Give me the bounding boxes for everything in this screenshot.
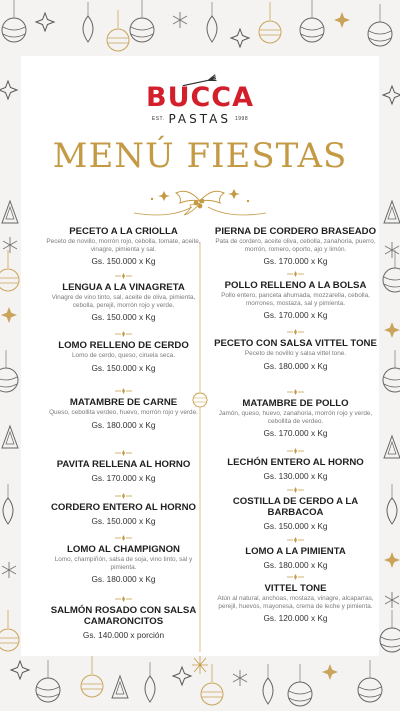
item-description: Pata de cordero, aceite oliva, cebolla, zanahoria, puerro, morrón, romero, oporto, ajo y limón. — [215, 238, 376, 253]
menu-item — [41, 397, 206, 430]
item-name: VITTEL TONE — [264, 583, 327, 594]
item-name: PAVITA RELLENA AL HORNO — [56, 459, 191, 470]
item-description: Jamón, queso, huevo, zanahoria, morrón rojo y verde, cebollita de verdeo. — [218, 410, 373, 425]
item-name: LOMO A LA PIMIENTA — [245, 546, 346, 557]
menu-item — [213, 398, 378, 438]
item-name: LOMO AL CHAMPIGNON — [67, 544, 180, 555]
item-separator — [213, 270, 378, 278]
item-price: Gs. 170.000 x Kg — [263, 428, 328, 439]
item-name: MATAMBRE DE CARNE — [69, 397, 178, 408]
item-name: PIERNA DE CORDERO BRASEADO — [214, 226, 377, 237]
item-name: CORDERO ENTERO AL HORNO — [51, 502, 196, 513]
item-price: Gs. 180.000 x Kg — [263, 360, 328, 371]
item-description: Peceto de novillo, morrón rojo, cebolla, tomate, aceite, vinagre, pimienta y sal. — [46, 238, 201, 253]
item-price: Gs. 150.000 x Kg — [91, 516, 156, 526]
item-price: Gs. 150.000 x Kg — [263, 521, 328, 531]
menu-item — [41, 459, 206, 483]
holly-icon — [130, 179, 270, 221]
menu-item — [41, 605, 206, 640]
item-price: Gs. 180.000 x Kg — [263, 560, 328, 570]
logo — [21, 74, 379, 126]
menu-item — [41, 226, 206, 266]
menu-card — [21, 56, 379, 656]
item-separator — [213, 388, 378, 396]
item-price: Gs. 150.000 x Kg — [91, 312, 156, 323]
item-name: COSTILLA DE CERDO A LA BARBACOA — [232, 496, 359, 518]
logo-est: EST. — [151, 116, 165, 122]
item-separator — [213, 447, 378, 455]
logo-sub: PASTAS — [168, 112, 231, 126]
menu-item — [41, 502, 206, 526]
item-description: Peceto de novillo y salsa vittel tone. — [244, 350, 347, 357]
menu-item — [213, 338, 378, 371]
item-separator — [41, 595, 206, 603]
item-description: Pollo entero, panceta ahumada, mozzarella, cebolla, morrones, mostaza, sal y pimienta. — [221, 292, 370, 307]
menu-item — [213, 496, 378, 531]
menu-item — [41, 544, 206, 584]
item-price: Gs. 150.000 x Kg — [91, 362, 156, 373]
item-description: Vinagre de vino tinto, sal, aceite de oliva, pimienta, cebolla, perejil, morrón rojo y verde. — [51, 294, 196, 309]
menu-item — [213, 546, 378, 570]
item-price: Gs. 170.000 x Kg — [263, 256, 328, 267]
item-name: LENGUA A LA VINAGRETA — [62, 282, 185, 293]
item-price: Gs. 170.000 x Kg — [91, 473, 156, 483]
item-name: LOMO RELLENO DE CERDO — [58, 340, 189, 351]
item-price: Gs. 120.000 x Kg — [263, 613, 328, 624]
menu-item — [41, 340, 206, 373]
item-separator — [213, 486, 378, 494]
item-description: Lomo de cerdo, queso, ciruela seca. — [71, 352, 176, 359]
snowflake-icon — [192, 656, 208, 674]
item-description: Lomo, champiñón, salsa de soja, vino tinto, sal y pimienta. — [54, 556, 193, 571]
menu-item — [41, 282, 206, 322]
item-price: Gs. 130.000 x Kg — [263, 471, 328, 481]
item-name: PECETO CON SALSA VITTEL TONE — [214, 338, 377, 349]
item-separator — [41, 387, 206, 395]
item-separator — [41, 534, 206, 542]
item-separator — [213, 328, 378, 336]
item-name: POLLO RELLENO A LA BOLSA — [224, 280, 367, 291]
item-name: SALMÓN ROSADO CON SALSA CAMARONCITOS — [50, 605, 197, 627]
menu-item — [213, 226, 378, 266]
item-price: Gs. 180.000 x Kg — [91, 419, 156, 430]
item-name: MATAMBRE DE POLLO — [242, 398, 349, 409]
item-separator — [41, 330, 206, 338]
menu-item — [213, 583, 378, 623]
item-price: Gs. 140.000 x porción — [82, 630, 165, 640]
item-separator — [213, 573, 378, 581]
item-separator — [41, 449, 206, 457]
item-separator — [41, 492, 206, 500]
item-price: Gs. 180.000 x Kg — [91, 574, 156, 585]
logo-brand: BUCCA — [145, 82, 255, 113]
item-description: Queso, cebollita verdeo, huevo, morrón rojo y verde. — [49, 409, 198, 416]
item-separator — [213, 536, 378, 544]
item-description: Atún al natural, anchoas, mostaza, vinagre, alcaparras, perejil, huevos, mayonesa, crema de leche y pimienta. — [217, 595, 374, 610]
item-price: Gs. 150.000 x Kg — [91, 256, 156, 267]
menu-item — [213, 280, 378, 320]
menu-item — [213, 457, 378, 481]
item-price: Gs. 170.000 x Kg — [263, 310, 328, 321]
item-name: LECHÓN ENTERO AL HORNO — [227, 457, 364, 468]
item-name: PECETO A LA CRIOLLA — [69, 226, 178, 237]
page-title: MENÚ FIESTAS — [52, 136, 348, 176]
item-separator — [41, 272, 206, 280]
logo-year: 1998 — [234, 116, 249, 122]
